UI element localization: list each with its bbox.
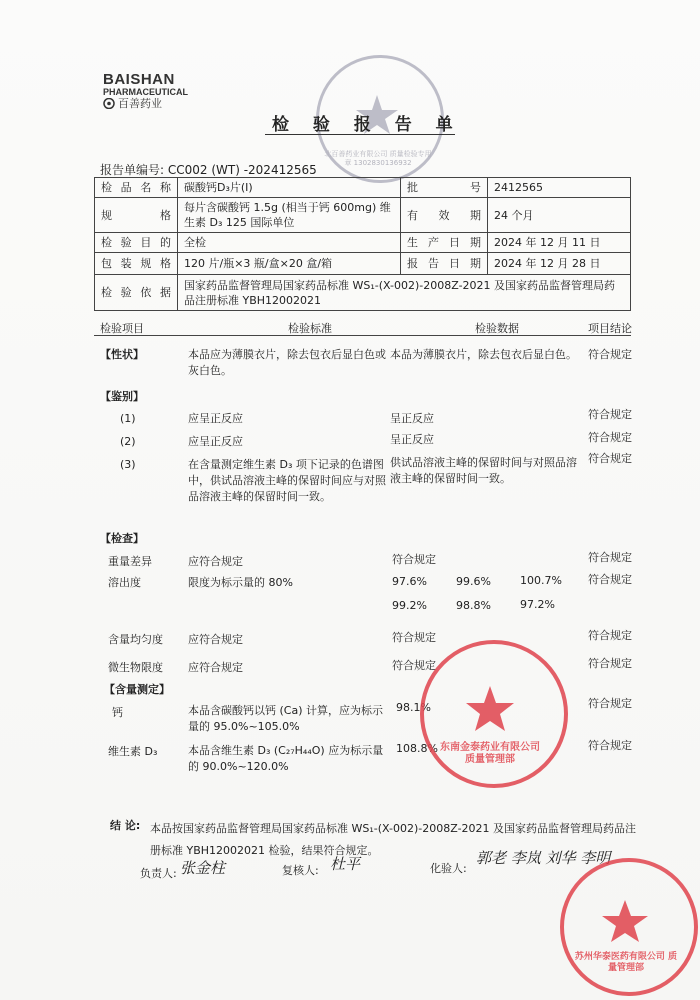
- logo-text-en: BAISHAN: [103, 71, 175, 88]
- uniformity-data: 符合规定: [392, 631, 436, 644]
- ident-3-no: (3): [120, 458, 136, 471]
- dissolution-standard: 限度为标示量的 80%: [188, 576, 293, 589]
- basis-label: 检验依据: [95, 275, 178, 311]
- quality-stamp-text: 东南金泰药业有限公司 质量管理部: [440, 742, 540, 765]
- character-conclusion: 符合规定: [588, 348, 632, 361]
- ident-1-standard: 应呈正反应: [188, 412, 243, 425]
- section-assay: 【含量测定】: [104, 683, 170, 696]
- micro-item: 微生物限度: [108, 661, 163, 674]
- dissolution-conclusion: 符合规定: [588, 573, 632, 586]
- batch-value: 2412565: [488, 178, 631, 198]
- quality-stamp: [420, 640, 568, 788]
- top-stamp-text: 北百善药业有限公司 质量检验专用章 1302830136932: [324, 150, 432, 167]
- uniformity-item: 含量均匀度: [108, 633, 163, 646]
- conclusion-label: 结 论:: [110, 819, 141, 832]
- report-date-label: 报告日期: [401, 253, 488, 275]
- weight-standard: 应符合规定: [188, 555, 243, 568]
- ident-3-data: 供试品溶液主峰的保留时间与对照品溶液主峰的保留时间一致。: [390, 456, 577, 485]
- pack-label: 包装规格: [95, 253, 178, 275]
- spec-value: 每片含碳酸钙 1.5g (相当于钙 600mg) 维生素 D₃ 125 国际单位: [178, 198, 401, 233]
- vitamin-d3-item: 维生素 D₃: [108, 745, 158, 758]
- title-underline: [265, 134, 455, 135]
- micro-standard: 应符合规定: [188, 661, 243, 674]
- vitamin-d3-data: 108.8%: [396, 742, 438, 755]
- col-data: 检验数据: [475, 322, 519, 335]
- report-date-value: 2024 年 12 月 28 日: [488, 253, 631, 275]
- responsible-label: 负责人:: [140, 867, 177, 880]
- conclusion-text: 本品按国家药品监督管理局国家药品标准 WS₁-(X-002)-2008Z-2021 及国家药品监督管理局药品注册标准 YBH12002021 检验，结果符合规定。: [150, 822, 637, 857]
- col-conclusion: 项目结论: [588, 322, 632, 335]
- weight-conclusion: 符合规定: [588, 551, 632, 564]
- reviewer-label: 复核人:: [282, 864, 319, 877]
- validity-value: 24 个月: [488, 198, 631, 233]
- logo-text-en-sub: PHARMACEUTICAL: [103, 87, 188, 97]
- batch-label: 批号: [401, 178, 488, 198]
- col-standard: 检验标准: [288, 322, 332, 335]
- ident-2-no: (2): [120, 435, 136, 448]
- purpose-value: 全检: [178, 233, 401, 253]
- vitamin-d3-conclusion: 符合规定: [588, 739, 632, 752]
- uniformity-standard: 应符合规定: [188, 633, 243, 646]
- vitamin-d3-standard: 本品含维生素 D₃ (C₂₇H₄₄O) 应为标示量的 90.0%~120.0%: [188, 744, 384, 773]
- page-title: 检 验 报 告 单: [272, 115, 462, 135]
- ident-2-conclusion: 符合规定: [588, 431, 632, 444]
- ident-1-conclusion: 符合规定: [588, 408, 632, 421]
- uniformity-conclusion: 符合规定: [588, 629, 632, 642]
- micro-data: 符合规定: [392, 659, 436, 672]
- logo-text-cn: 百善药业: [103, 97, 188, 110]
- dissolution-value: 99.2%: [392, 599, 427, 612]
- spec-label: 规格: [95, 198, 178, 233]
- ident-1-data: 呈正反应: [390, 412, 434, 425]
- company-logo: [103, 72, 188, 110]
- ident-2-data: 呈正反应: [390, 433, 434, 446]
- dissolution-value: 97.2%: [520, 598, 555, 611]
- dissolution-value: 100.7%: [520, 574, 562, 587]
- reviewer-signature: 杜平: [330, 855, 361, 873]
- responsible-signature: 张金柱: [180, 859, 226, 877]
- validity-label: 有效期: [401, 198, 488, 233]
- weight-item: 重量差异: [108, 555, 152, 568]
- tester-signature: 郭老 李岚 刘华 李明: [476, 849, 611, 867]
- calcium-conclusion: 符合规定: [588, 697, 632, 710]
- section-character: 【性状】: [100, 348, 144, 361]
- ident-3-standard: 在含量测定维生素 D₃ 项下记录的色谱图中，供试品溶液主峰的保留时间应与对照品溶液主峰的保留时间一致。: [188, 458, 386, 503]
- dissolution-value: 98.8%: [456, 599, 491, 612]
- info-table: [94, 177, 631, 311]
- character-standard: 本品应为薄膜衣片，除去包衣后显白色或灰白色。: [188, 348, 386, 377]
- section-inspection: 【检查】: [100, 532, 144, 545]
- tester-label: 化验人:: [430, 862, 467, 875]
- ident-1-no: (1): [120, 412, 136, 425]
- name-label: 检品名称: [95, 178, 178, 198]
- col-item: 检验项目: [100, 322, 144, 335]
- ident-2-standard: 应呈正反应: [188, 435, 243, 448]
- dissolution-item: 溶出度: [108, 576, 141, 589]
- name-value: 碳酸钙D₃片(Ⅰ): [178, 178, 401, 198]
- ident-3-conclusion: 符合规定: [588, 452, 632, 465]
- purpose-label: 检验目的: [95, 233, 178, 253]
- report-number: 报告单编号: CC002 (WT) -202412565: [100, 163, 317, 177]
- section-identification: 【鉴别】: [100, 390, 144, 403]
- basis-value: 国家药品监督管理局国家药品标准 WS₁-(X-002)-2008Z-2021 及国家药品监督管理局药品注册标准 YBH12002021: [178, 275, 631, 311]
- dissolution-value: 97.6%: [392, 575, 427, 588]
- bottom-stamp-text: 苏州华泰医药有限公司 质量管理部: [574, 952, 678, 973]
- calcium-item: 钙: [112, 706, 123, 719]
- weight-data: 符合规定: [392, 553, 436, 566]
- calcium-standard: 本品含碳酸钙以钙 (Ca) 计算，应为标示量的 95.0%~105.0%: [188, 704, 383, 733]
- calcium-data: 98.1%: [396, 701, 431, 714]
- micro-conclusion: 符合规定: [588, 657, 632, 670]
- mfg-value: 2024 年 12 月 11 日: [488, 233, 631, 253]
- character-data: 本品为薄膜衣片，除去包衣后显白色。: [390, 348, 577, 361]
- column-divider: [94, 335, 631, 336]
- mfg-label: 生产日期: [401, 233, 488, 253]
- pack-value: 120 片/瓶×3 瓶/盒×20 盒/箱: [178, 253, 401, 275]
- dissolution-value: 99.6%: [456, 575, 491, 588]
- bottom-stamp: [560, 858, 698, 996]
- logo-mark-icon: [103, 98, 115, 109]
